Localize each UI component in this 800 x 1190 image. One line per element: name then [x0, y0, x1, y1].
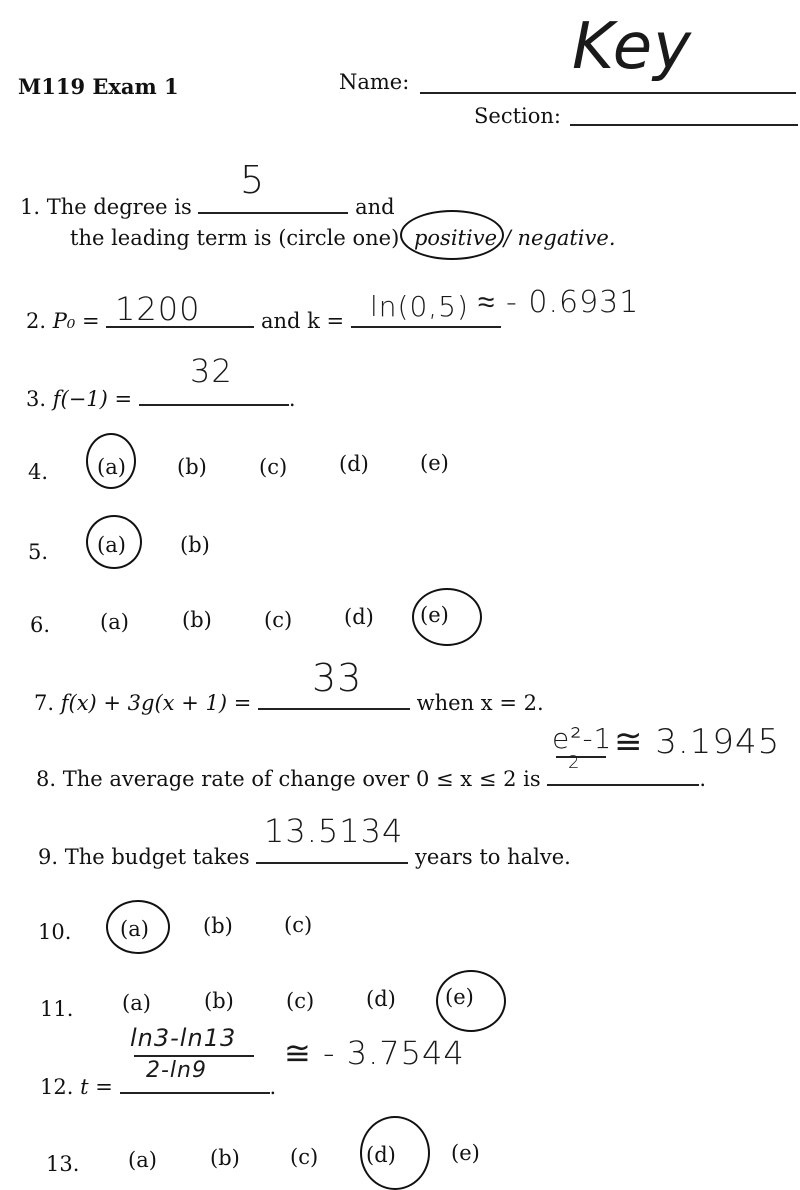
option-a[interactable]: (a) — [97, 455, 126, 479]
question-text: The average rate of change over 0 ≤ x ≤ 2 is — [62, 767, 541, 791]
question-number: 10. — [38, 920, 72, 944]
punctuation: . — [288, 387, 296, 411]
answer-k-approx: ≈ - 0.6931 — [478, 285, 640, 320]
question-1-line2 — [70, 226, 616, 250]
option-c[interactable]: (c) — [259, 455, 288, 479]
option-c[interactable]: (c) — [264, 608, 293, 632]
question-1 — [20, 190, 395, 219]
question-text: the leading term is (circle one) — [70, 226, 400, 250]
question-number: 9. — [38, 845, 59, 869]
option-d[interactable]: (d) — [366, 987, 396, 1011]
option-c[interactable]: (c) — [290, 1145, 319, 1169]
option-e[interactable]: (e) — [451, 1141, 480, 1165]
question-7 — [34, 686, 544, 715]
answer-f-of-neg1: 32 — [190, 352, 233, 390]
question-text: when x = 2. — [416, 691, 544, 715]
name-value: Key — [572, 10, 692, 84]
answer-circle — [106, 900, 170, 954]
answer-degree: 5 — [240, 158, 266, 202]
question-8 — [36, 762, 706, 791]
question-text: years to halve. — [415, 845, 571, 869]
question-number: 13. — [46, 1152, 80, 1176]
answer-circle — [360, 1116, 430, 1190]
fraction-bar — [556, 756, 606, 758]
option-e[interactable]: (e) — [445, 985, 474, 1009]
question-number: 1. — [20, 195, 41, 219]
question-number: 3. — [26, 387, 47, 411]
question-number: 12. — [40, 1075, 74, 1099]
name-label: Name: — [339, 70, 410, 94]
punctuation: . — [699, 767, 707, 791]
question-text: The degree is — [46, 195, 192, 219]
option-c[interactable]: (c) — [284, 913, 313, 937]
option-b[interactable]: (b) — [204, 989, 234, 1013]
option-d[interactable]: (d) — [344, 605, 374, 629]
section-label: Section: — [474, 104, 561, 128]
answer-denominator: 2 — [568, 752, 581, 773]
question-label: f(x) + 3g(x + 1) = — [60, 691, 252, 715]
option-negative[interactable]: negative. — [517, 226, 616, 250]
option-e[interactable]: (e) — [420, 451, 449, 475]
option-e[interactable]: (e) — [420, 603, 449, 627]
answer-circle — [436, 970, 506, 1032]
option-a[interactable]: (a) — [100, 610, 129, 634]
exam-title: M119 Exam 1 — [18, 74, 179, 99]
option-b[interactable]: (b) — [180, 533, 210, 557]
option-d[interactable]: (d) — [339, 452, 369, 476]
option-b[interactable]: (b) — [210, 1146, 240, 1170]
answer-circle — [400, 210, 504, 260]
question-number: 2. — [26, 309, 47, 333]
question-number: 6. — [30, 613, 51, 637]
option-separator: / — [503, 226, 511, 250]
answer-circle — [412, 588, 482, 646]
question-number: 7. — [34, 691, 55, 715]
section-field[interactable] — [570, 104, 798, 126]
option-d[interactable]: (d) — [366, 1143, 396, 1167]
option-c[interactable]: (c) — [286, 989, 315, 1013]
question-label: f(−1) = — [52, 387, 133, 411]
answer-denominator: 2-ln9 — [146, 1058, 207, 1083]
option-a[interactable]: (a) — [120, 917, 149, 941]
option-b[interactable]: (b) — [177, 455, 207, 479]
question-text: and — [355, 195, 395, 219]
answer-blank-degree[interactable] — [198, 190, 348, 214]
option-b[interactable]: (b) — [182, 608, 212, 632]
answer-sum: 33 — [312, 656, 363, 700]
option-a[interactable]: (a) — [97, 533, 126, 557]
option-b[interactable]: (b) — [203, 914, 233, 938]
answer-circle — [86, 433, 136, 489]
question-number: 5. — [28, 540, 49, 564]
question-text: The budget takes — [64, 845, 250, 869]
option-a[interactable]: (a) — [128, 1148, 157, 1172]
punctuation: . — [269, 1075, 277, 1099]
answer-years: 13.5134 — [264, 812, 404, 850]
question-label: t = — [80, 1075, 113, 1099]
answer-circle — [86, 515, 142, 569]
question-3 — [26, 382, 296, 411]
p0-label: P₀ = — [52, 309, 100, 333]
option-positive[interactable]: positive — [413, 226, 497, 250]
answer-approx: ≅ - 3.7544 — [284, 1034, 465, 1072]
option-a[interactable]: (a) — [122, 991, 151, 1015]
answer-numerator: e²-1 — [552, 722, 613, 755]
question-number: 8. — [36, 767, 57, 791]
fraction-bar — [134, 1055, 254, 1057]
question-number: 11. — [40, 997, 74, 1021]
answer-k-exact: ln(0,5) — [370, 290, 469, 323]
k-label: and k = — [260, 309, 345, 333]
question-number: 4. — [28, 460, 49, 484]
answer-numerator: ln3-ln13 — [130, 1024, 237, 1052]
answer-p0: 1200 — [115, 290, 201, 328]
answer-approx: ≅ 3.1945 — [614, 722, 781, 762]
